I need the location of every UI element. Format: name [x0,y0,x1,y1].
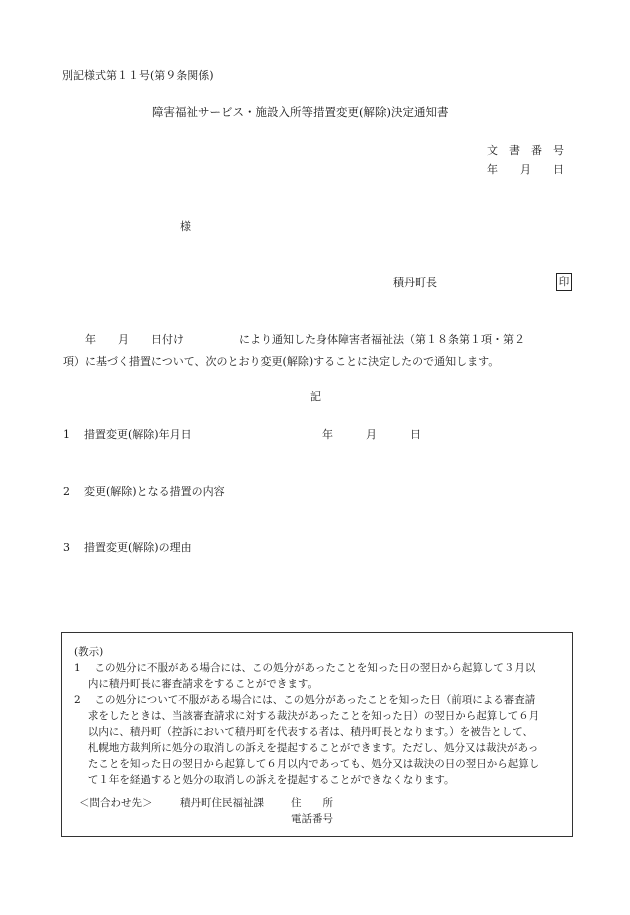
item-date-value: 年 月 日 [322,428,421,441]
seal-stamp: 印 [556,273,572,291]
item-number: 3 [63,541,70,554]
notice-box [61,632,573,837]
issuer-name: 積丹町長 [393,276,437,289]
notice-line: 札幌地方裁判所に処分の取消しの訴えを提起することができます。ただし、処分又は裁決があっ [74,742,539,754]
notice-line: 2 この処分について不服がある場合には、この処分があったことを知った日（前項による審査請 [74,694,536,706]
item-number: 2 [63,485,70,498]
body-line-2: 項）に基づく措置について、次のとおり変更(解除)することに決定したので通知します。 [63,355,500,368]
addressee-suffix: 様 [180,220,191,233]
item-label: 措置変更(解除)年月日 [84,428,192,441]
notice-line: 1 この処分に不服がある場合には、この処分があったことを知った日の翌日から起算して３月以 [74,662,536,674]
notice-line: て１年を経過すると処分の取消しの訴えを提起することができなくなります。 [74,774,455,786]
phone-label: 電話番号 [291,813,333,825]
address-label: 住 所 [291,797,333,809]
notice-line: 以内に、積丹町（控訴において積丹町を代表する者は、積丹町長となります。）を被告として、 [74,726,534,738]
form-label: 別記様式第１１号(第９条関係) [62,69,214,82]
document-number-label: 文 書 番 号 [487,144,564,157]
notice-heading: (教示) [74,646,104,658]
notice-line: 求をしたときは、当該審査請求に対する裁決があったことを知った日）の翌日から起算して６月 [74,710,540,722]
item-label: 措置変更(解除)の理由 [84,541,192,554]
body-line-1: 年 月 日付け により通知した身体障害者福祉法（第１８条第１項・第２ [63,333,525,346]
body-paragraph [63,329,583,373]
contact-department: 積丹町住民福祉課 [180,797,264,809]
notice-line: 内に積丹町長に審査請求をすることができます。 [74,678,318,690]
notice-line: たことを知った日の翌日から起算して６月以内であっても、処分又は裁決の日の翌日から起算し [74,758,540,770]
contact-label: ＜問合わせ先＞ [79,797,153,809]
date-label: 年 月 日 [487,163,564,176]
document-title: 障害福祉サービス・施設入所等措置変更(解除)決定通知書 [152,105,449,119]
item-number: 1 [63,428,70,441]
item-label: 変更(解除)となる措置の内容 [84,485,225,498]
ki-heading: 記 [310,390,321,403]
